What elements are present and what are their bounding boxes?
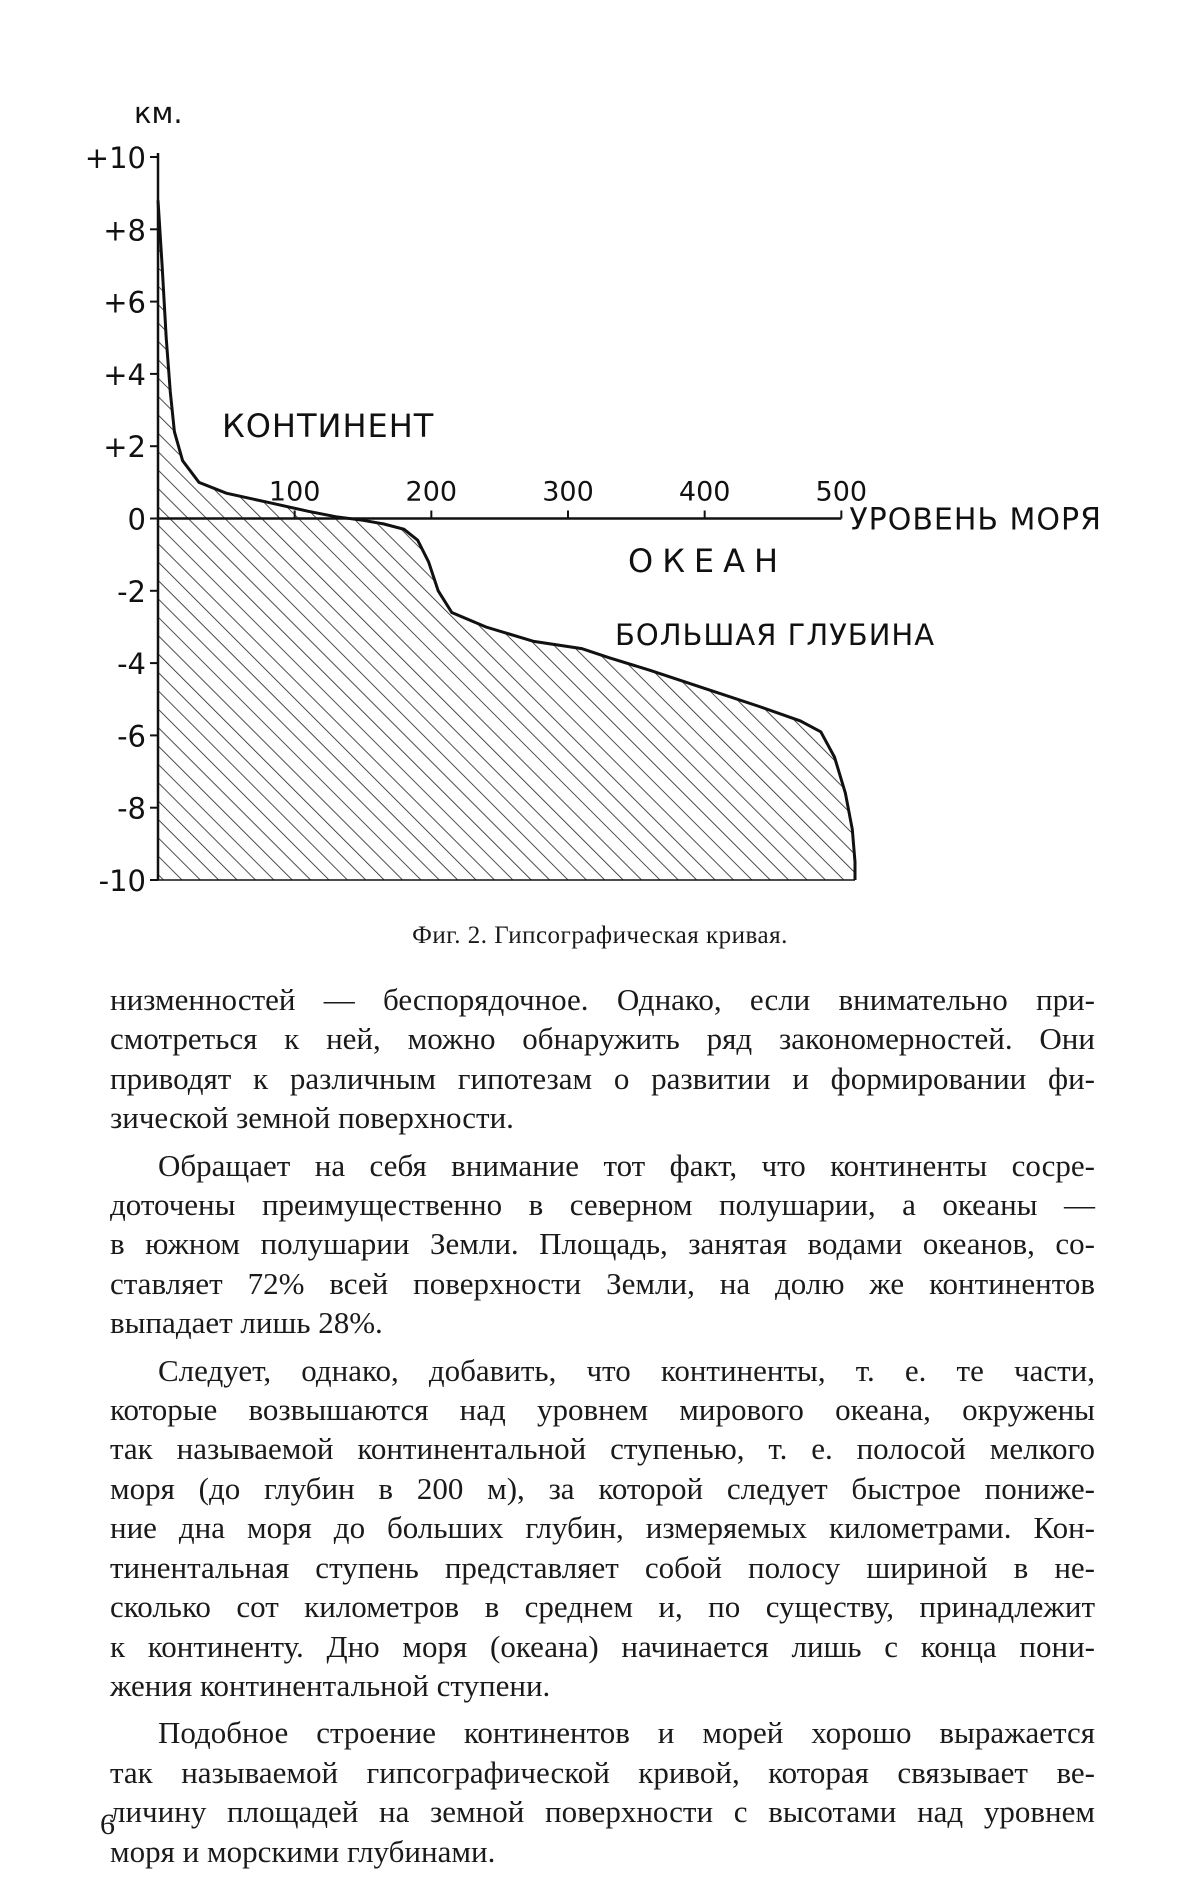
text-line: ние дна моря до больших глубин, измеряемых километрами. Кон-	[110, 1510, 1095, 1546]
page-number: 6	[100, 1808, 115, 1841]
text-line: приводят к различным гипотезам о развитии и формировании фи-	[110, 1060, 1095, 1096]
x-tick-label: 300	[542, 476, 594, 508]
text-line: низменностей — беспорядочное. Однако, если внимательно при-	[110, 982, 1095, 1017]
y-tick-label: +10	[84, 141, 146, 175]
text-line: моря (до глубин в 200 м), за которой следует быстрое пониже-	[110, 1470, 1095, 1506]
x-tick-label: 500	[815, 476, 868, 508]
hypsographic-chart	[0, 0, 1200, 940]
text-line: жения континентальной ступени.	[110, 1667, 551, 1703]
y-tick-label: -6	[117, 719, 146, 754]
text-line: так называемой гипсографической кривой, которая связывает ве-	[110, 1754, 1095, 1790]
ocean-label: ОКЕАН	[628, 542, 788, 580]
text-line: к континенту. Дно моря (океана) начинается лишь с конца пони-	[110, 1628, 1095, 1664]
x-tick-label: 200	[405, 476, 458, 508]
text-line: так называемой континентальной ступенью, т. е. полосой мелкого	[110, 1431, 1095, 1467]
text-line: зической земной поверхности.	[110, 1100, 514, 1136]
text-line: личину площадей на земной поверхности с высотами над уровнем	[110, 1794, 1095, 1830]
text-line: которые возвышаются над уровнем мирового океана, окружены	[110, 1392, 1095, 1428]
x-tick-label: 100	[268, 476, 321, 508]
y-tick-label: -8	[117, 791, 146, 826]
text-line: смотреться к ней, можно обнаружить ряд закономерностей. Они	[110, 1021, 1095, 1057]
text-line: выпадает лишь 28%.	[110, 1305, 383, 1341]
text-line: тинентальная ступень представляет собой полосу шириной в не-	[110, 1549, 1095, 1585]
paragraph-1	[110, 980, 1095, 1138]
y-axis-unit-label: км.	[134, 96, 183, 130]
text-line: моря и морскими глубинами.	[110, 1833, 496, 1869]
hatched-area	[158, 200, 855, 880]
paragraph-3	[110, 1351, 1095, 1706]
sea-level-label: УРОВЕНЬ МОРЯ	[849, 502, 1102, 538]
text-line: Обращает на себя внимание тот факт, что континенты сосре-	[158, 1147, 1095, 1183]
hypsographic-figure	[0, 0, 1200, 940]
paragraph-2	[110, 1146, 1095, 1343]
text-line: сколько сот километров в среднем и, по существу, принадлежит	[110, 1589, 1095, 1625]
text-line: доточены преимущественно в северном полушарии, а океаны —	[110, 1187, 1095, 1223]
deep-label: БОЛЬШАЯ ГЛУБИНА	[615, 618, 936, 652]
y-tick-label: +6	[103, 285, 146, 320]
y-tick-label: 0	[127, 502, 146, 537]
body-text	[110, 980, 1095, 1879]
y-tick-label: +4	[103, 357, 146, 392]
figure-caption: Фиг. 2. Гипсографическая кривая.	[412, 922, 788, 949]
text-line: ставляет 72% всей поверхности Земли, на долю же континентов	[110, 1265, 1095, 1301]
y-tick-label: -2	[117, 574, 146, 609]
y-tick-label: -10	[98, 864, 146, 898]
y-tick-label: +2	[103, 430, 146, 465]
text-line: Следует, однако, добавить, что континенты, т. е. те части,	[158, 1352, 1095, 1388]
paragraph-4	[110, 1713, 1095, 1871]
text-line: Подобное строение континентов и морей хорошо выражается	[158, 1715, 1095, 1751]
x-tick-label: 400	[678, 476, 731, 508]
y-tick-label: +8	[103, 213, 146, 248]
text-line: в южном полушарии Земли. Площадь, занятая водами океанов, со-	[110, 1226, 1095, 1262]
continent-label: КОНТИНЕНТ	[222, 407, 435, 445]
y-tick-label: -4	[117, 647, 146, 682]
